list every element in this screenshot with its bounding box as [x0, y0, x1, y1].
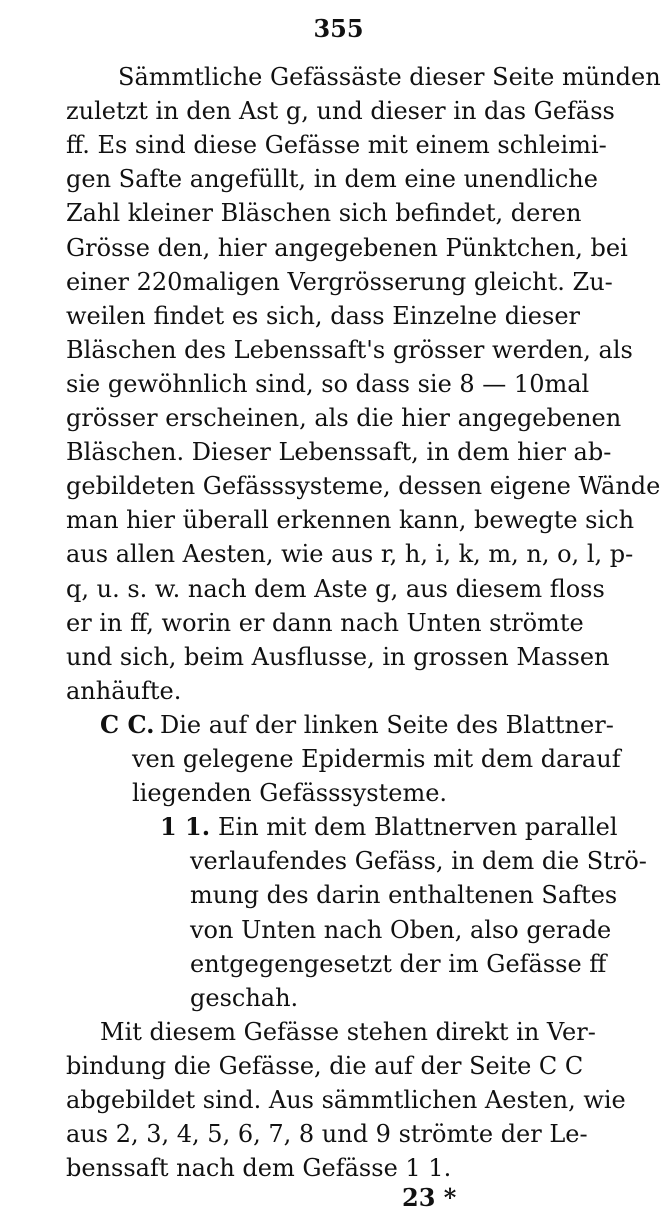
text-line: ff. Es sind diese Gefässe mit einem schleimi-: [66, 131, 607, 160]
text-line: grösser erscheinen, als die hier angegebenen: [66, 404, 622, 432]
text-line: Mit diesem Gefässe stehen direkt in Ver-: [100, 1017, 596, 1046]
text-line: verlaufendes Gefäss, in dem die Strö-: [190, 847, 647, 876]
text-line: anhäufte.: [66, 676, 182, 705]
text-line: abgebildet sind. Aus sämmtlichen Aesten, wie: [66, 1086, 626, 1114]
item-11-label: 1 1.: [160, 812, 211, 842]
text-line: und sich, beim Ausflusse, in grossen Massen: [66, 642, 610, 671]
text-line: bindung die Gefässe, die auf der Seite C C: [66, 1051, 584, 1080]
text-line: er in ff, worin er dann nach Unten strömte: [66, 608, 584, 637]
text-line: sie gewöhnlich sind, so dass sie 8 — 10mal: [66, 369, 590, 398]
text-line: gebildeten Gefässsysteme, dessen eigene Wände: [66, 472, 661, 501]
text-line: Zahl kleiner Bläschen sich befindet, deren: [66, 199, 582, 228]
text-line: Die auf der linken Seite des Blattner-: [160, 710, 614, 739]
text-line: von Unten nach Oben, also gerade: [190, 915, 612, 944]
text-line: Ein mit dem Blattnerven parallel: [218, 813, 618, 842]
text-line: q, u. s. w. nach dem Aste g, aus diesem floss: [66, 574, 605, 603]
signature-mark: 23 *: [402, 1183, 457, 1212]
section-cc-label: C C.: [100, 709, 155, 739]
text-line: benssaft nach dem Gefässe 1 1.: [66, 1154, 452, 1183]
text-line: aus allen Aesten, wie aus r, h, i, k, m, n, o, l, p-: [66, 540, 634, 569]
page-number: 355: [313, 14, 364, 43]
text-line: gen Safte angefüllt, in dem eine unendliche: [66, 165, 598, 194]
text-line: weilen findet es sich, dass Einzelne dieser: [66, 301, 580, 330]
text-line: Grösse den, hier angegebenen Pünktchen, bei: [66, 233, 628, 262]
text-line: Bläschen. Dieser Lebenssaft, in dem hier ab-: [66, 438, 612, 467]
text-line: aus 2, 3, 4, 5, 6, 7, 8 und 9 strömte der Le-: [66, 1120, 588, 1149]
text-line: einer 220maligen Vergrösserung gleicht. Zu-: [66, 267, 613, 296]
text-line: mung des darin enthaltenen Saftes: [190, 881, 618, 910]
text-line: Bläschen des Lebenssaft's grösser werden, als: [66, 335, 633, 364]
text-line: geschah.: [190, 983, 299, 1012]
text-line: zuletzt in den Ast g, und dieser in das Gefäss: [66, 97, 615, 126]
text-line: Sämmtliche Gefässäste dieser Seite münden: [118, 63, 661, 91]
text-line: entgegengesetzt der im Gefässe ff: [190, 949, 607, 978]
text-line: liegenden Gefässsysteme.: [132, 779, 448, 808]
text-line: man hier überall erkennen kann, bewegte sich: [66, 506, 635, 535]
text-line: ven gelegene Epidermis mit dem darauf: [132, 745, 621, 773]
